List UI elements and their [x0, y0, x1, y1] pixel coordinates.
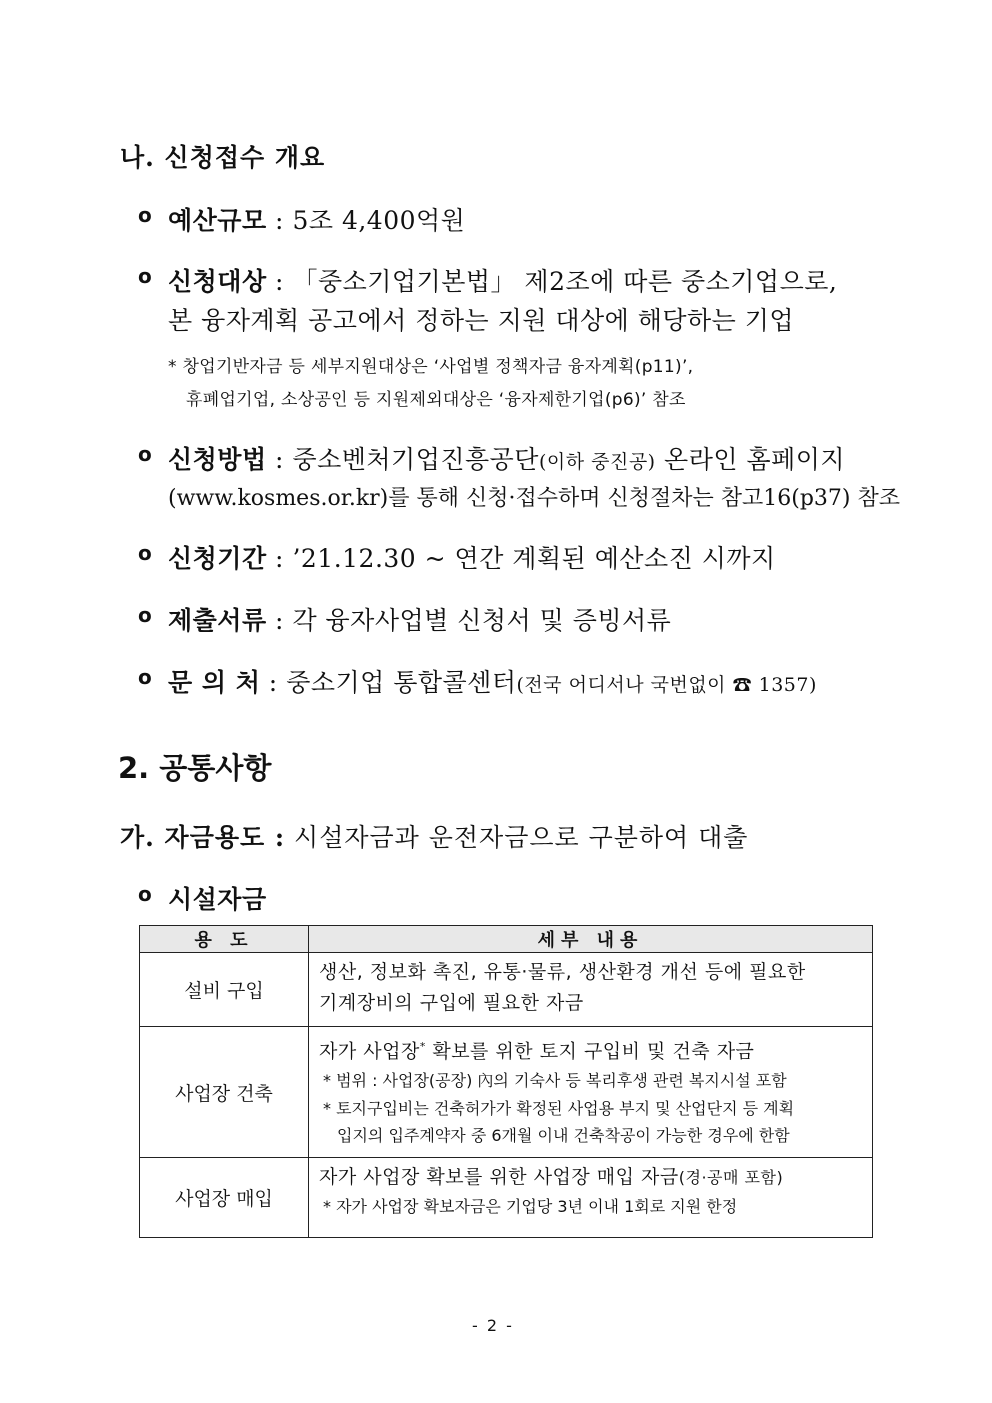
section-ga [120, 818, 748, 854]
facility-fund-table [139, 925, 873, 1238]
target-note1: * 창업기반자금 등 세부지원대상은 ‘사업별 정책자금 융자계획(p11)’, [168, 357, 694, 377]
contact-item: o 문 의 처 : 중소기업 통합콜센터(전국 어디서나 국번없이 ☎ 1357) [138, 665, 817, 697]
method-item: o 신청방법 : 중소벤처기업진흥공단(이하 중진공) 온라인 홈페이지 [138, 442, 846, 474]
target-line2: 본 융자계획 공고에서 정하는 지원 대상에 해당하는 기업 [168, 306, 795, 335]
section-ga-desc: 시설자금과 운전자금으로 구분하여 대출 [285, 823, 749, 852]
budget-item: o 예산규모 : 5조 4,400억원 [138, 203, 466, 235]
circle-bullet-icon: o [138, 665, 153, 689]
section-2-title: 2. 공통사항 [118, 751, 272, 785]
circle-bullet-icon: o [138, 603, 153, 627]
budget-label: 예산규모 [168, 206, 267, 235]
target-label: 신청대상 [168, 267, 267, 296]
period-label: 신청기간 [168, 544, 267, 573]
table-row [140, 1027, 873, 1158]
row-use: 사업장 건축 [140, 1027, 309, 1158]
documents-label: 제출서류 [168, 606, 267, 635]
row-detail: 자가 사업장 확보를 위한 사업장 매입 자금(경·공매 포함) * 자가 사업장 확보자금은 기업당 3년 이내 1회로 지원 한정 [309, 1158, 873, 1238]
section-ga-title: 가. 자금용도 : [120, 823, 286, 852]
circle-bullet-icon: o [138, 882, 153, 906]
budget-value: 5조 4,400억원 [292, 206, 466, 235]
method-line2: (www.kosmes.or.kr)를 통해 신청·접수하며 신청절차는 참고16(p37) 참조 [168, 486, 900, 511]
row-detail: 자가 사업장* 확보를 위한 토지 구입비 및 건축 자금 * 범위 : 사업장(공장) 內의 기숙사 등 복리후생 관련 복지시설 포함 * 토지구입비는 건축허가가 확정된 사업용 부지 및 산업단지 등 계획 입지의 입주계약자 중 6개월 이내 건축착공이 가능한 경우에 한함 [309, 1027, 873, 1158]
contact-value: 중소기업 통합콜센터 [286, 668, 517, 697]
circle-bullet-icon: o [138, 203, 153, 227]
col-use-header: 용 도 [140, 926, 309, 953]
contact-label: 문 의 처 [168, 668, 261, 697]
period-item: o 신청기간 : ’21.12.30 ~ 연간 계획된 예산소진 시까지 [138, 541, 776, 573]
facility-heading-item [138, 880, 267, 916]
circle-bullet-icon: o [138, 264, 153, 288]
circle-bullet-icon: o [138, 442, 153, 466]
table-header-row [140, 926, 873, 953]
target-note2: 휴폐업기업, 소상공인 등 지원제외대상은 ‘융자제한기업(p6)’ 참조 [186, 390, 686, 410]
target-item: o 신청대상 : 「중소기업기본법」 제2조에 따른 중소기업으로, [138, 264, 838, 296]
section-na-title: 나. 신청접수 개요 [120, 143, 326, 172]
documents-item: o 제출서류 : 각 융자사업별 신청서 및 증빙서류 [138, 603, 672, 635]
row-use: 설비 구입 [140, 953, 309, 1027]
contact-phone: (전국 어디서나 국번없이 ☎ 1357) [516, 674, 817, 696]
method-label: 신청방법 [168, 445, 267, 474]
page-number: - 2 - [472, 1316, 514, 1335]
row-use: 사업장 매입 [140, 1158, 309, 1238]
table-row [140, 1158, 873, 1238]
circle-bullet-icon: o [138, 541, 153, 565]
target-line1: 「중소기업기본법」 제2조에 따른 중소기업으로, [292, 267, 838, 296]
period-value: ’21.12.30 ~ 연간 계획된 예산소진 시까지 [292, 544, 776, 573]
col-detail-header: 세부 내용 [309, 926, 873, 953]
table-row [140, 953, 873, 1027]
facility-heading: 시설자금 [168, 885, 267, 914]
documents-value: 각 융자사업별 신청서 및 증빙서류 [292, 606, 672, 635]
row-detail: 생산, 정보화 촉진, 유통·물류, 생산환경 개선 등에 필요한 기계장비의 구입에 필요한 자금 [309, 953, 873, 1027]
